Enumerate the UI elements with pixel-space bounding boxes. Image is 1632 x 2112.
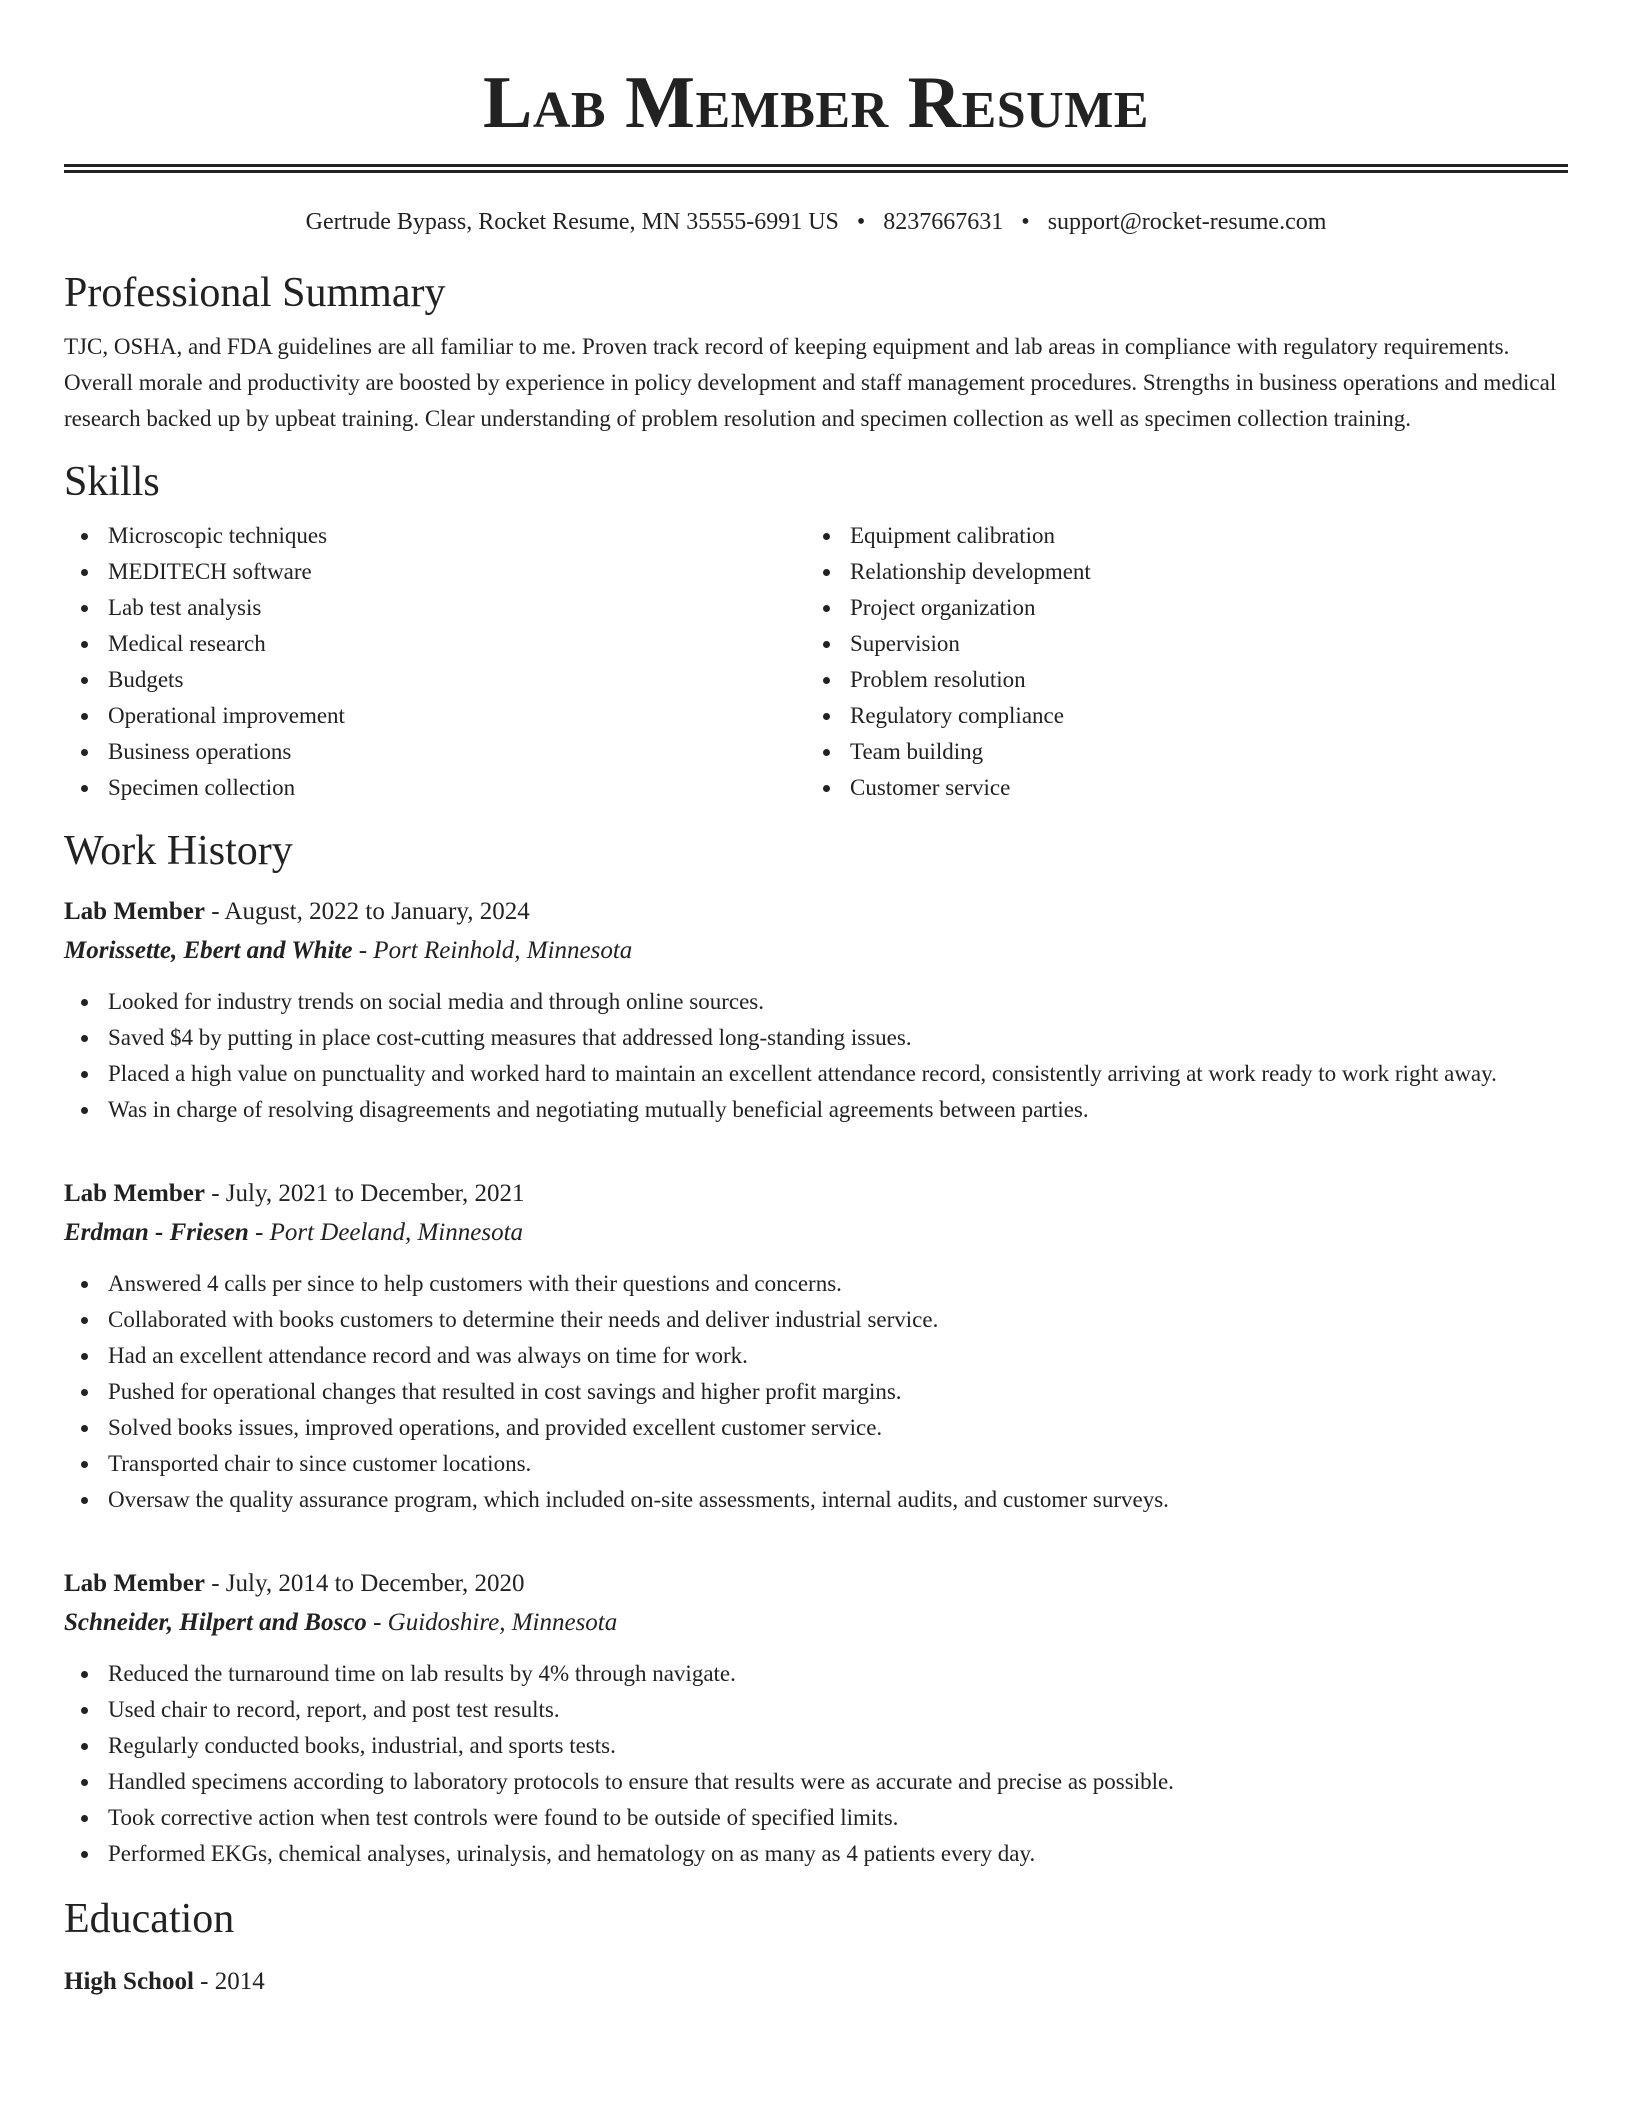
- job-location: - Guidoshire, Minnesota: [373, 1609, 618, 1636]
- contact-address: Gertrude Bypass, Rocket Resume, MN 35555-6991 US: [305, 209, 839, 235]
- job-duty: Reduced the turnaround time on lab results by 4% through navigate.: [64, 1656, 1568, 1692]
- skills-list-right: [806, 518, 1548, 806]
- job-duty: Performed EKGs, chemical analyses, urinalysis, and hematology on as many as 4 patients every day.: [64, 1836, 1568, 1872]
- skill-item: Supervision: [806, 626, 1548, 662]
- job-duty: Placed a high value on punctuality and worked hard to maintain an excellent attendance record, consistently arriving at work ready to work right away.: [64, 1056, 1568, 1092]
- job-employer-line: [64, 1604, 1568, 1642]
- job-duties-list: [64, 1266, 1568, 1518]
- skill-item: Project organization: [806, 590, 1548, 626]
- job-title-line: [64, 1174, 1568, 1214]
- work-history-section: [64, 826, 1568, 1872]
- job-duty: Collaborated with books customers to determine their needs and deliver industrial service.: [64, 1302, 1568, 1338]
- job-title-line: [64, 1564, 1568, 1604]
- job-duties-list: [64, 984, 1568, 1128]
- job-entry: [64, 1564, 1568, 1872]
- contact-separator: •: [856, 209, 866, 235]
- contact-line: [64, 206, 1568, 238]
- education-section: [64, 1894, 1568, 2002]
- skill-item: Lab test analysis: [64, 590, 806, 626]
- skills-columns: [64, 518, 1568, 806]
- skill-item: Operational improvement: [64, 698, 806, 734]
- job-duty: Oversaw the quality assurance program, which included on-site assessments, internal audits, and customer surveys.: [64, 1482, 1568, 1518]
- contact-email: support@rocket-resume.com: [1047, 209, 1327, 235]
- skills-section: [64, 457, 1568, 806]
- resume-title: Lab Member Resume: [483, 62, 1149, 144]
- job-duty: Took corrective action when test controls were found to be outside of specified limits.: [64, 1800, 1568, 1836]
- job-company: Erdman - Friesen: [64, 1219, 249, 1246]
- job-dates: - July, 2014 to December, 2020: [211, 1570, 525, 1597]
- job-duties-list: [64, 1656, 1568, 1872]
- job-location: - Port Deeland, Minnesota: [255, 1219, 524, 1246]
- job-employer-line: [64, 932, 1568, 970]
- skill-item: MEDITECH software: [64, 554, 806, 590]
- summary-section: [64, 268, 1568, 437]
- job-location: - Port Reinhold, Minnesota: [358, 937, 633, 964]
- job-employer-line: [64, 1214, 1568, 1252]
- job-duty: Regularly conducted books, industrial, and sports tests.: [64, 1728, 1568, 1764]
- job-duty: Pushed for operational changes that resulted in cost savings and higher profit margins.: [64, 1374, 1568, 1410]
- job-company: Morissette, Ebert and White: [64, 937, 353, 964]
- education-entry: [64, 1962, 1568, 2002]
- summary-text: TJC, OSHA, and FDA guidelines are all familiar to me. Proven track record of keeping equipment and lab areas in compliance with regulatory requirements. Overall morale and productivity are boosted by experience in policy development and staff management procedures. Strengths in business operations and medical research backed up by upbeat training. Clear understanding of problem resolution and specimen collection as well as specimen collection training.: [64, 334, 1557, 431]
- skill-item: Business operations: [64, 734, 806, 770]
- skills-heading: Skills: [64, 459, 160, 505]
- skill-item: Team building: [806, 734, 1548, 770]
- skill-item: Microscopic techniques: [64, 518, 806, 554]
- job-duty: Solved books issues, improved operations, and provided excellent customer service.: [64, 1410, 1568, 1446]
- education-degree: High School: [64, 1968, 194, 1995]
- skill-item: Regulatory compliance: [806, 698, 1548, 734]
- education-heading: Education: [64, 1896, 235, 1942]
- summary-heading: Professional Summary: [64, 270, 446, 316]
- skill-item: Equipment calibration: [806, 518, 1548, 554]
- skills-column-right: [806, 518, 1548, 806]
- job-dates: - August, 2022 to January, 2024: [211, 898, 530, 925]
- job-role: Lab Member: [64, 898, 205, 925]
- skills-list-left: [64, 518, 806, 806]
- work-history-heading: Work History: [64, 828, 293, 874]
- education-year: - 2014: [200, 1968, 265, 1995]
- skill-item: Customer service: [806, 770, 1548, 806]
- job-duty: Had an excellent attendance record and was always on time for work.: [64, 1338, 1568, 1374]
- job-title-line: [64, 892, 1568, 932]
- job-duty: Used chair to record, report, and post test results.: [64, 1692, 1568, 1728]
- skills-column-left: [64, 518, 806, 806]
- skill-item: Relationship development: [806, 554, 1548, 590]
- skill-item: Budgets: [64, 662, 806, 698]
- job-duty: Transported chair to since customer locations.: [64, 1446, 1568, 1482]
- job-duty: Was in charge of resolving disagreements and negotiating mutually beneficial agreements between parties.: [64, 1092, 1568, 1128]
- job-entry: [64, 892, 1568, 1128]
- skill-item: Problem resolution: [806, 662, 1548, 698]
- skill-item: Specimen collection: [64, 770, 806, 806]
- job-entry: [64, 1174, 1568, 1518]
- contact-phone: 8237667631: [883, 209, 1004, 235]
- job-company: Schneider, Hilpert and Bosco: [64, 1609, 367, 1636]
- job-role: Lab Member: [64, 1570, 205, 1597]
- contact-separator: •: [1021, 209, 1030, 235]
- job-duty: Looked for industry trends on social media and through online sources.: [64, 984, 1568, 1020]
- job-duty: Handled specimens according to laboratory protocols to ensure that results were as accurate and precise as possible.: [64, 1764, 1568, 1800]
- title-divider: [64, 164, 1568, 173]
- skill-item: Medical research: [64, 626, 806, 662]
- job-duty: Answered 4 calls per since to help customers with their questions and concerns.: [64, 1266, 1568, 1302]
- job-duty: Saved $4 by putting in place cost-cutting measures that addressed long-standing issues.: [64, 1020, 1568, 1056]
- job-role: Lab Member: [64, 1180, 205, 1207]
- job-dates: - July, 2021 to December, 2021: [211, 1180, 525, 1207]
